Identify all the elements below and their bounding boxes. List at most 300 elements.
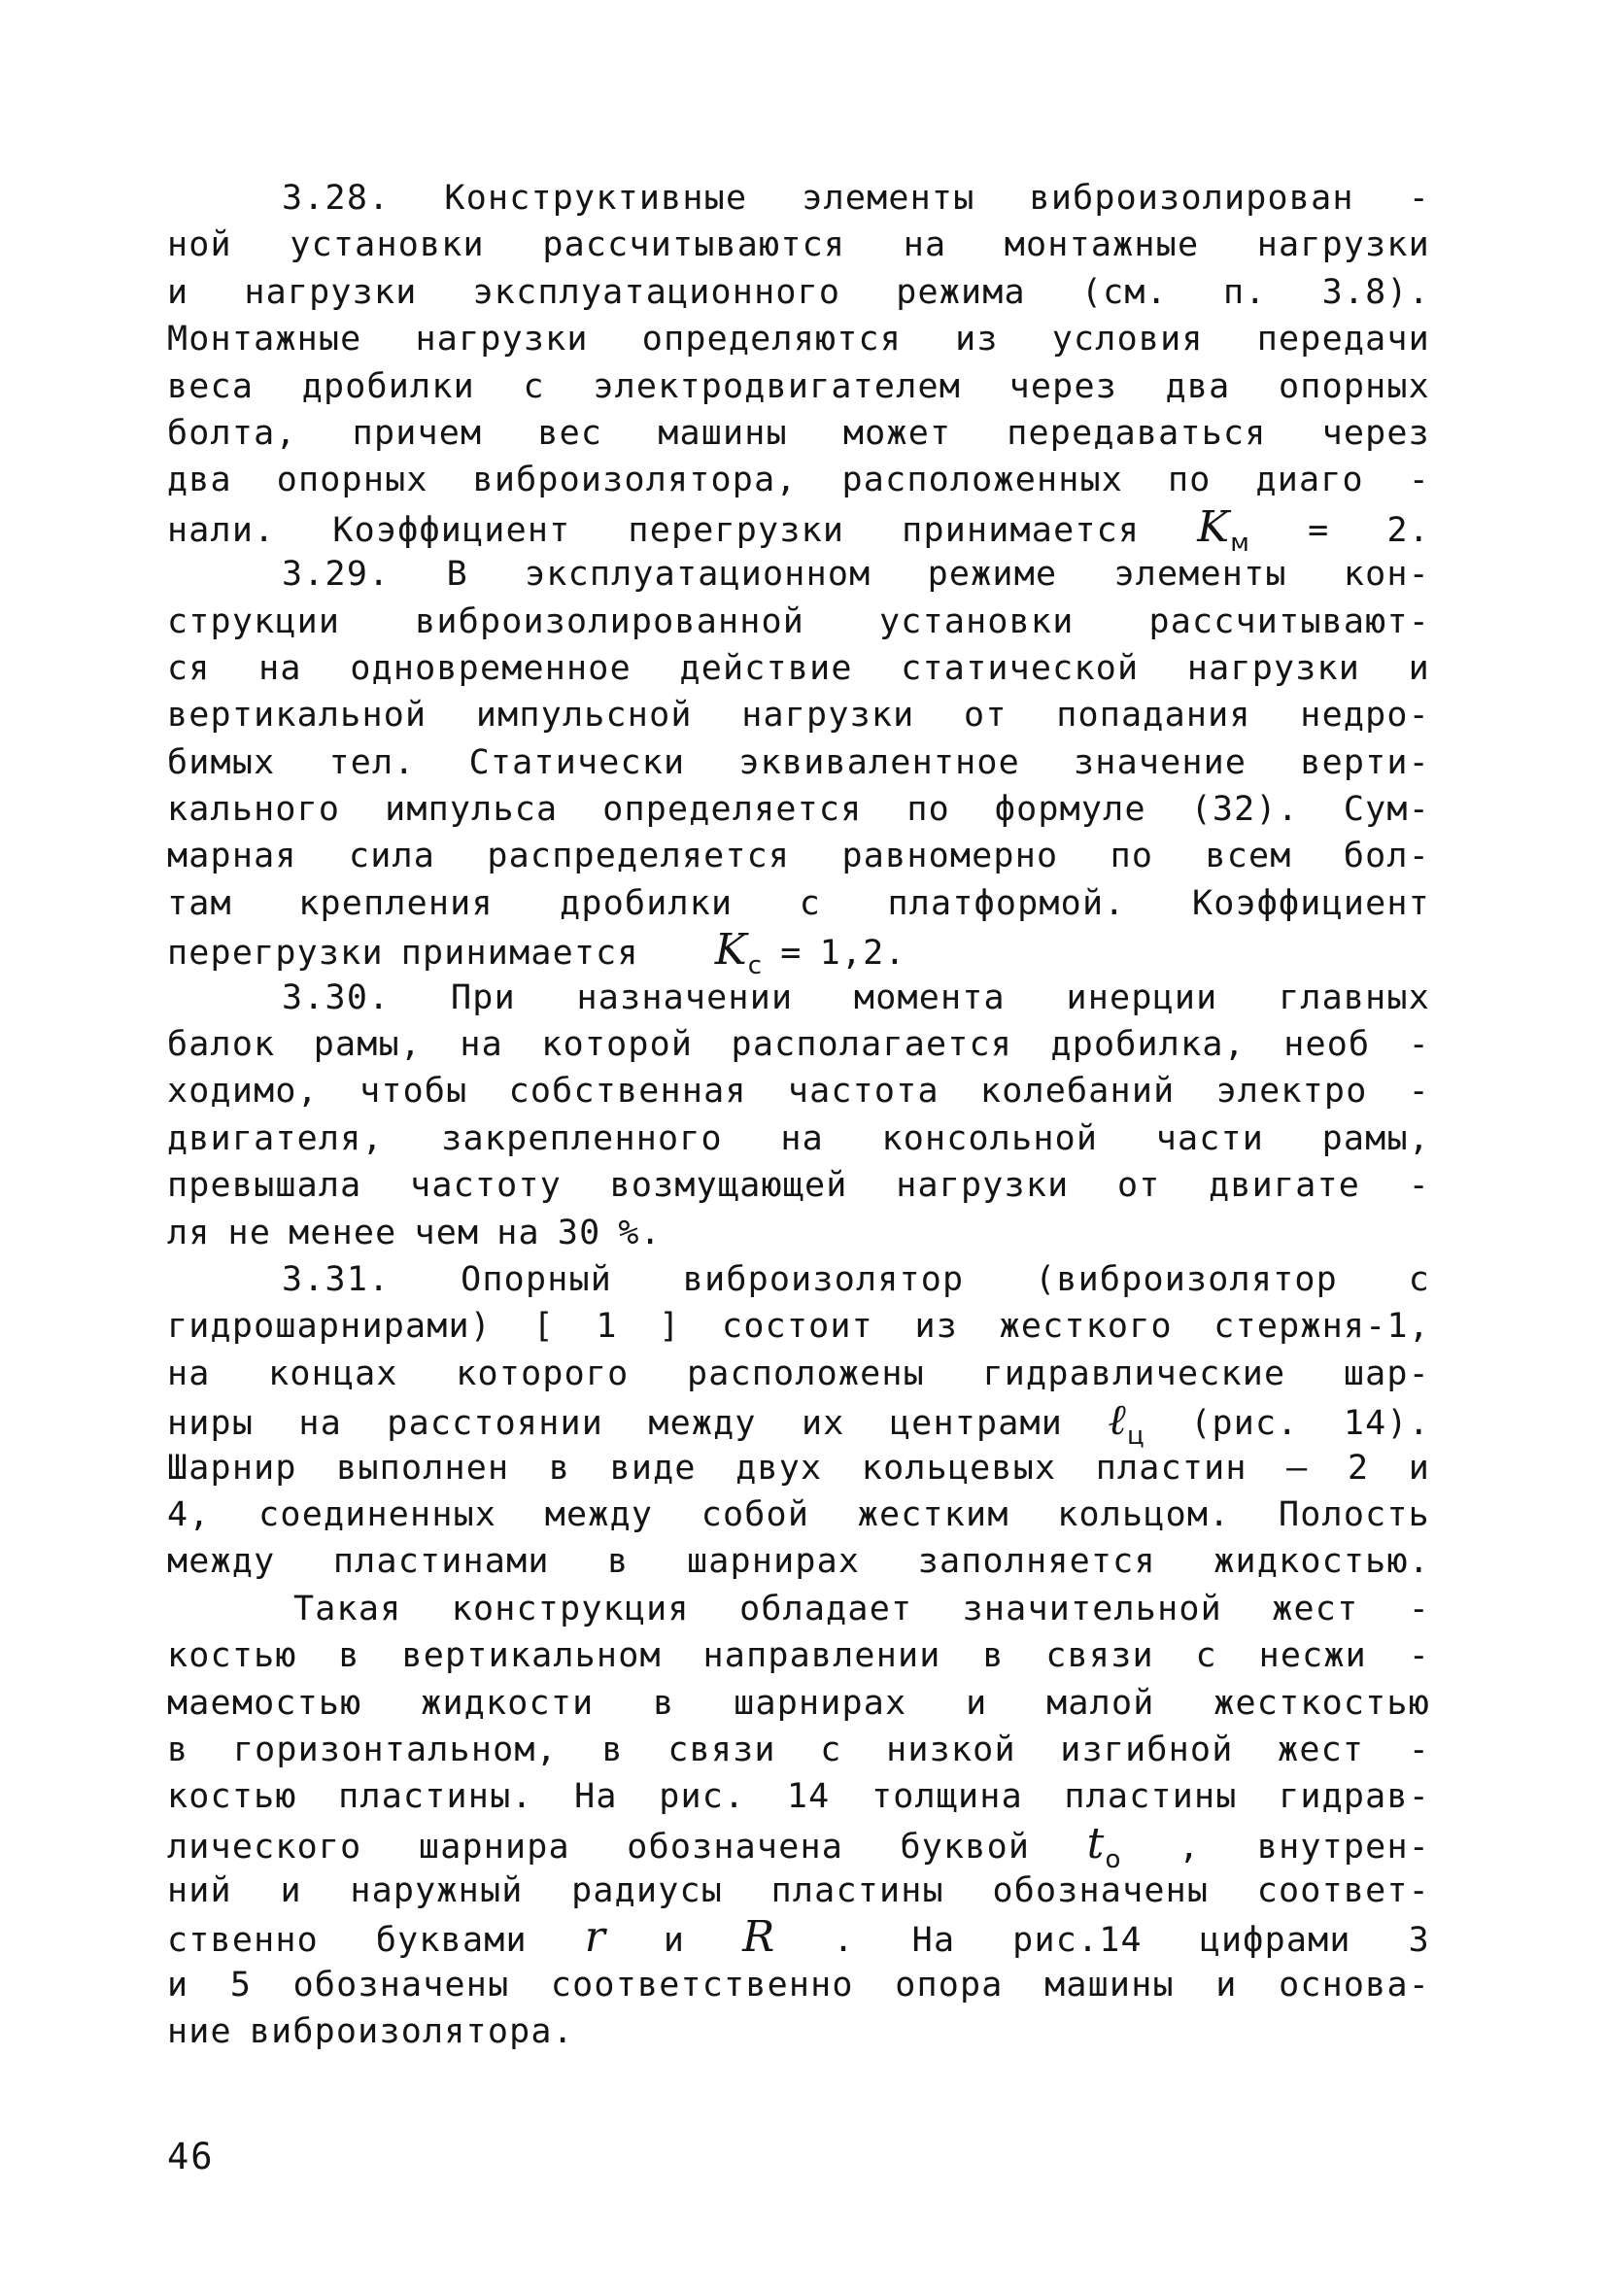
- word: рамы,: [313, 1025, 423, 1065]
- text-line: [167, 1395, 1430, 1451]
- word: На: [574, 1777, 618, 1817]
- word: ,: [1179, 1827, 1201, 1867]
- text-line: [167, 1491, 1430, 1538]
- word: связи: [667, 1730, 776, 1769]
- text-line: [167, 1021, 1430, 1068]
- word: между: [648, 1404, 757, 1444]
- word: 14: [786, 1777, 831, 1817]
- word: причем: [352, 413, 483, 453]
- word: шарнира: [418, 1827, 570, 1867]
- word: режима: [896, 272, 1026, 312]
- word: с: [820, 1730, 842, 1769]
- word: расположенных: [841, 461, 1124, 500]
- word: виброизолированной: [415, 601, 805, 641]
- word: ниры: [167, 1404, 255, 1444]
- word: нали.: [167, 510, 276, 550]
- word: рис.: [659, 1777, 746, 1817]
- word: их: [802, 1404, 845, 1444]
- word: равномерно: [841, 837, 1059, 876]
- word: связи: [1045, 1636, 1154, 1676]
- word: конструкция: [451, 1589, 690, 1628]
- word: двигате: [1209, 1166, 1361, 1206]
- text-line: [167, 1914, 1430, 1961]
- word: -: [1408, 1025, 1430, 1065]
- word: нагрузки: [741, 696, 915, 736]
- word: по: [1167, 461, 1212, 500]
- word: расположены: [686, 1354, 925, 1393]
- text-line: [167, 1445, 1430, 1491]
- word: момента: [853, 977, 1006, 1017]
- word: 3.30.: [282, 977, 391, 1017]
- word: через: [1008, 366, 1117, 406]
- word: формуле: [994, 790, 1146, 830]
- word: с: [1195, 1636, 1217, 1676]
- word: колебаний: [979, 1072, 1176, 1112]
- word: на: [780, 1118, 824, 1158]
- word: 4,: [167, 1494, 211, 1534]
- word: и: [966, 1683, 988, 1723]
- word: рамы,: [1321, 1118, 1430, 1158]
- word: Конструктивные: [444, 179, 748, 218]
- word: электродвигателем: [593, 366, 962, 406]
- text-line: [167, 1680, 1430, 1727]
- word: условия: [1051, 320, 1204, 360]
- math-symbol: r: [584, 1912, 606, 1963]
- word: заполняется: [917, 1542, 1156, 1582]
- word: из: [955, 320, 999, 360]
- word: ля: [167, 1213, 211, 1252]
- word: гидрошарнирами): [167, 1307, 493, 1347]
- text-line: [167, 501, 1430, 558]
- word: монтажные: [1004, 225, 1200, 265]
- word: рассчитываются: [542, 225, 846, 265]
- word: консольной: [881, 1118, 1099, 1158]
- word: менее: [289, 1213, 397, 1252]
- word: бол-: [1343, 837, 1430, 876]
- word: обозначена: [627, 1827, 844, 1867]
- word: дробилки: [560, 883, 734, 923]
- word: по: [906, 790, 950, 830]
- word: принимается: [400, 934, 639, 974]
- word: низкой: [886, 1730, 1016, 1769]
- word: веса: [167, 366, 255, 406]
- word: гидравлические: [982, 1354, 1286, 1393]
- text-line: [167, 457, 1430, 503]
- word: и: [1215, 1965, 1238, 2005]
- text-line: [167, 1773, 1430, 1820]
- word: нагрузки: [415, 320, 589, 360]
- text-line: [167, 975, 1430, 1021]
- word: жестким: [857, 1494, 1009, 1534]
- word: и: [663, 1921, 686, 1961]
- word: [: [532, 1307, 555, 1347]
- word: шарнирах: [687, 1542, 861, 1582]
- word: машины: [658, 413, 788, 453]
- word: рассчитывают-: [1148, 601, 1430, 641]
- word: эксплуатационного: [472, 272, 841, 312]
- word: соответ-: [1256, 1871, 1430, 1911]
- word: на: [903, 225, 947, 265]
- word: установки: [879, 601, 1075, 641]
- word: значительной: [962, 1589, 1222, 1628]
- word: на: [167, 1354, 211, 1393]
- word: между: [167, 1542, 276, 1582]
- word: из: [914, 1307, 959, 1347]
- word: =: [1308, 510, 1330, 550]
- word: наружный: [350, 1871, 524, 1911]
- word: между: [544, 1494, 654, 1534]
- word: стержня-1,: [1213, 1307, 1430, 1347]
- word: горизонтальном,: [232, 1730, 558, 1769]
- word: буквами: [375, 1921, 528, 1961]
- text-line: [167, 1256, 1430, 1303]
- word: перегрузки: [628, 510, 845, 550]
- word: буквой: [900, 1827, 1031, 1867]
- word: виде: [609, 1448, 697, 1488]
- word: два: [167, 461, 232, 500]
- text-line: [167, 739, 1430, 786]
- word: 3.8).: [1321, 272, 1430, 312]
- word: Статически: [468, 742, 686, 782]
- word: внутрен-: [1256, 1827, 1430, 1867]
- word: на: [460, 1025, 503, 1065]
- word: там: [167, 883, 232, 923]
- word: части: [1155, 1118, 1265, 1158]
- word: обладает: [739, 1589, 913, 1628]
- word: определяются: [641, 320, 903, 360]
- text-line: [167, 1632, 1430, 1679]
- word: ной: [167, 225, 232, 265]
- word: на: [298, 1404, 342, 1444]
- word: жидкости: [421, 1683, 595, 1723]
- text-line: [167, 222, 1430, 268]
- word: бимых: [167, 742, 276, 782]
- text-line: [167, 1727, 1430, 1773]
- text-line: [167, 410, 1430, 457]
- word: одновременное: [350, 648, 632, 688]
- word: обозначены: [292, 1965, 510, 2005]
- word: 3.31.: [282, 1259, 391, 1299]
- word: 3: [1408, 1921, 1430, 1961]
- word: жидкостью.: [1213, 1542, 1430, 1582]
- word: малой: [1046, 1683, 1155, 1723]
- word: балок: [167, 1025, 276, 1065]
- word: назначении: [576, 977, 794, 1017]
- word: виброизолятор: [682, 1259, 965, 1299]
- word: пластин: [1095, 1448, 1247, 1488]
- word: 2: [1347, 1448, 1370, 1488]
- word: Опорный: [461, 1259, 613, 1299]
- word: элементы: [802, 179, 975, 218]
- text-line: [167, 833, 1430, 879]
- word: вертикальном: [401, 1636, 662, 1676]
- word: ходимо,: [167, 1072, 319, 1112]
- text-line: [167, 551, 1430, 598]
- word: 2.: [1386, 510, 1430, 550]
- word: 5: [229, 1965, 253, 2005]
- word: в: [548, 1448, 571, 1488]
- word: %.: [618, 1213, 662, 1252]
- word: передаваться: [1007, 413, 1267, 453]
- word: (см.: [1080, 272, 1168, 312]
- text-line: [167, 316, 1430, 362]
- word: Монтажные: [167, 320, 362, 360]
- word: элементы: [1113, 555, 1287, 595]
- word: .: [833, 1921, 855, 1961]
- word: марная: [167, 837, 297, 876]
- word: режиме: [927, 555, 1058, 595]
- word: всем: [1205, 837, 1292, 876]
- text-line: [167, 1868, 1430, 1914]
- word: с: [799, 883, 822, 923]
- word: нагрузки: [1186, 648, 1361, 688]
- word: =: [780, 934, 803, 974]
- word: в: [601, 1730, 624, 1769]
- word: ние: [167, 2012, 232, 2052]
- word: виброизолятора.: [249, 2012, 574, 2052]
- word: центрами: [889, 1404, 1064, 1444]
- word: виброизолирован: [1029, 179, 1354, 218]
- word: машины: [1044, 1965, 1175, 2005]
- word: кального: [167, 790, 341, 830]
- word: опора: [895, 1965, 1004, 2005]
- word: жест: [1272, 1589, 1359, 1628]
- word: (рис.: [1190, 1404, 1299, 1444]
- word: На: [911, 1921, 956, 1961]
- text-line: [167, 1115, 1430, 1162]
- word: тел.: [328, 742, 416, 782]
- word: шар-: [1343, 1354, 1430, 1393]
- word: перегрузки: [167, 934, 384, 974]
- word: с: [1408, 1259, 1430, 1299]
- word: п.: [1222, 272, 1267, 312]
- word: по: [1110, 837, 1154, 876]
- word: ственно: [167, 1921, 319, 1961]
- word: попадания: [1056, 696, 1251, 736]
- word: опорных: [276, 461, 428, 500]
- word: установки: [290, 225, 485, 265]
- word: шарнирах: [734, 1683, 907, 1723]
- word: пластины.: [338, 1777, 533, 1817]
- word: располагается: [731, 1025, 1013, 1065]
- text-line: [167, 1068, 1430, 1114]
- word: эквивалентное: [738, 742, 1020, 782]
- word: собой: [700, 1494, 810, 1534]
- word: значение: [1074, 742, 1247, 782]
- word: главных: [1279, 977, 1430, 1017]
- word: болта,: [167, 413, 297, 453]
- word: с: [523, 366, 545, 406]
- word: пластины: [770, 1871, 944, 1911]
- word: крепления: [298, 883, 494, 923]
- word: вес: [537, 413, 603, 453]
- text-line: [167, 1586, 1430, 1632]
- word: на: [496, 1213, 540, 1252]
- word: диаго: [1255, 461, 1364, 500]
- word: Шарнир: [167, 1448, 297, 1488]
- word: в: [607, 1542, 630, 1582]
- word: и: [280, 1871, 302, 1911]
- word: ний: [167, 1871, 232, 1911]
- word: в: [982, 1636, 1005, 1676]
- text-line: [167, 269, 1430, 316]
- word: соответственно: [550, 1965, 854, 2005]
- word: жесткого: [999, 1307, 1173, 1347]
- word: костью: [167, 1636, 297, 1676]
- word: двух: [735, 1448, 823, 1488]
- text-line: [167, 175, 1430, 222]
- word: передачи: [1256, 320, 1430, 360]
- word: Такая: [293, 1589, 402, 1628]
- word: верти-: [1300, 742, 1430, 782]
- word: нагрузки: [896, 1166, 1070, 1206]
- word: чем: [414, 1213, 480, 1252]
- word: пластины: [1064, 1777, 1238, 1817]
- word: При: [451, 977, 516, 1017]
- text-line: [167, 880, 1430, 927]
- word: которого: [456, 1354, 630, 1393]
- document-body: [167, 175, 1430, 2056]
- word: несжи: [1258, 1636, 1367, 1676]
- math-symbol: ℓ$_ц$: [1108, 1395, 1145, 1451]
- math-symbol: $K_м$: [1197, 501, 1251, 558]
- word: опорных: [1279, 366, 1430, 406]
- word: сила: [348, 837, 436, 876]
- word: основа-: [1279, 1965, 1430, 2005]
- word: эксплуатационном: [525, 555, 871, 595]
- word: лического: [167, 1827, 362, 1867]
- text-line: [167, 1210, 1430, 1256]
- word: дробилки: [301, 366, 475, 406]
- word: собственная: [508, 1072, 747, 1112]
- word: в: [338, 1636, 360, 1676]
- word: нагрузки: [1256, 225, 1430, 265]
- word: импульса: [385, 790, 559, 830]
- word: импульсной: [475, 696, 693, 736]
- word: действие: [679, 648, 853, 688]
- word: и: [167, 1965, 189, 2005]
- word: пластинами: [332, 1542, 550, 1582]
- text-line: [167, 925, 1430, 981]
- word: кольцевых: [861, 1448, 1057, 1488]
- word: -: [1408, 179, 1430, 218]
- math-symbol: R: [742, 1912, 776, 1963]
- math-symbol: $K_c$: [714, 925, 764, 981]
- word: Коэффициент: [332, 510, 571, 550]
- word: расстоянии: [387, 1404, 604, 1444]
- text-line: [167, 363, 1430, 410]
- word: статической: [901, 648, 1140, 688]
- word: на: [258, 648, 302, 688]
- word: дробилка,: [1050, 1025, 1246, 1065]
- word: (32).: [1190, 790, 1299, 830]
- math-symbol: $t_o$: [1086, 1818, 1122, 1874]
- word: вертикальной: [167, 696, 427, 736]
- word: -: [1408, 461, 1430, 500]
- word: возмущающей: [609, 1166, 848, 1206]
- word: изгибной: [1060, 1730, 1234, 1769]
- word: жесткостью: [1213, 1683, 1430, 1723]
- word: -: [1408, 1166, 1430, 1206]
- word: не: [227, 1213, 272, 1252]
- word: гидрав-: [1279, 1777, 1430, 1817]
- text-line: [167, 786, 1430, 833]
- word: концах: [268, 1354, 398, 1393]
- word: 1: [596, 1307, 618, 1347]
- word: которой: [541, 1025, 694, 1065]
- word: ся: [167, 648, 211, 688]
- word: инерции: [1066, 977, 1218, 1017]
- word: чтобы: [359, 1072, 468, 1112]
- text-line: [167, 2008, 1430, 2055]
- word: рис.14: [1012, 1921, 1143, 1961]
- word: и: [1408, 648, 1430, 688]
- word: нагрузки: [244, 272, 418, 312]
- word: обозначены: [992, 1871, 1210, 1911]
- text-line: [167, 1962, 1430, 2008]
- word: жест: [1278, 1730, 1365, 1769]
- word: (виброизолятор: [1035, 1259, 1338, 1299]
- word: принимается: [902, 510, 1141, 550]
- page-number: 46: [167, 2136, 215, 2177]
- word: –: [1286, 1448, 1309, 1488]
- word: необ: [1283, 1025, 1371, 1065]
- word: маемостью: [167, 1683, 362, 1723]
- word: ]: [659, 1307, 681, 1347]
- text-line: [167, 1818, 1430, 1874]
- word: радиусы: [571, 1871, 724, 1911]
- word: распределяется: [487, 837, 791, 876]
- text-line: [167, 599, 1430, 645]
- word: платформой.: [887, 883, 1126, 923]
- word: В: [446, 555, 468, 595]
- word: частота: [787, 1072, 940, 1112]
- word: в: [653, 1683, 675, 1723]
- word: кон-: [1343, 555, 1430, 595]
- text-line: [167, 1303, 1430, 1350]
- word: двигателя,: [167, 1118, 384, 1158]
- word: недро-: [1300, 696, 1430, 736]
- word: состоит: [722, 1307, 873, 1347]
- word: может: [842, 413, 952, 453]
- word: два: [1165, 366, 1231, 406]
- word: в: [167, 1730, 189, 1769]
- word: 30: [557, 1213, 601, 1252]
- word: от: [1116, 1166, 1161, 1206]
- word: струкции: [167, 601, 341, 641]
- word: превышала: [167, 1166, 362, 1206]
- word: -: [1408, 1072, 1430, 1112]
- word: -: [1408, 1636, 1430, 1676]
- word: направлении: [702, 1636, 941, 1676]
- text-line: [167, 1351, 1430, 1397]
- word: виброизолятора,: [472, 461, 798, 500]
- word: через: [1321, 413, 1430, 453]
- word: Сум-: [1343, 790, 1430, 830]
- word: определяется: [602, 790, 863, 830]
- word: Полость: [1279, 1494, 1430, 1534]
- word: частоту: [410, 1166, 562, 1206]
- word: и: [167, 272, 189, 312]
- word: закрепленного: [441, 1118, 723, 1158]
- word: Коэффициент: [1191, 883, 1430, 923]
- text-line: [167, 645, 1430, 692]
- word: электро: [1215, 1072, 1368, 1112]
- word: 14).: [1343, 1404, 1430, 1444]
- word: кольцом.: [1057, 1494, 1231, 1534]
- word: костью: [167, 1777, 297, 1817]
- word: цифрами: [1199, 1921, 1351, 1961]
